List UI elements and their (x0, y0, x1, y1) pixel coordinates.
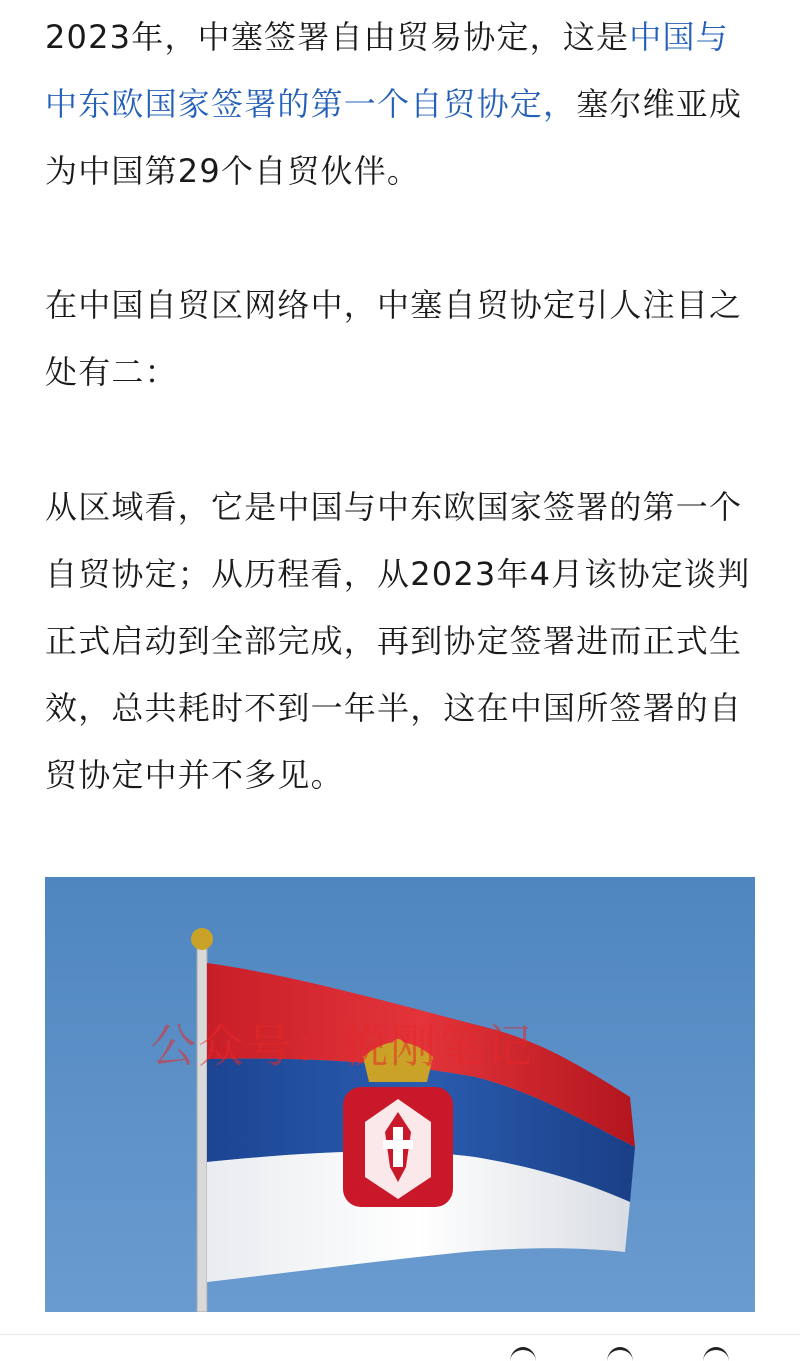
more-icon[interactable] (703, 1347, 729, 1361)
paragraph-1-link[interactable]: 中国与中东欧国家签署的第一个自贸协定， (45, 18, 729, 123)
pole-finial (191, 928, 213, 950)
share-icon[interactable] (607, 1347, 633, 1361)
flag-illustration (45, 877, 755, 1312)
serbia-flag-image[interactable] (45, 877, 755, 1312)
paragraph-1-text-after: 塞尔维亚成为中国第29个自贸伙伴。 (45, 85, 743, 190)
paragraph-1-text-before: 2023年，中塞签署自由贸易协定，这是 (45, 18, 630, 56)
watermark-text: 公众号：悦刚笔记 (150, 1019, 534, 1073)
paragraph-2: 在中国自贸区网络中，中塞自贸协定引人注目之处有二： (45, 286, 743, 391)
paragraph-1 (45, 4, 757, 205)
like-icon[interactable] (510, 1347, 536, 1361)
bottom-toolbar (0, 1334, 800, 1361)
flag-pole (197, 945, 207, 1312)
paragraph-3: 从区域看，它是中国与中东欧国家签署的第一个自贸协定；从历程看，从2023年4月该协定谈判正式启动到全部完成，再到协定签署进而正式生效，总共耗时不到一年半，这在中国所签署的自贸协定中并不多见。 (45, 488, 751, 794)
